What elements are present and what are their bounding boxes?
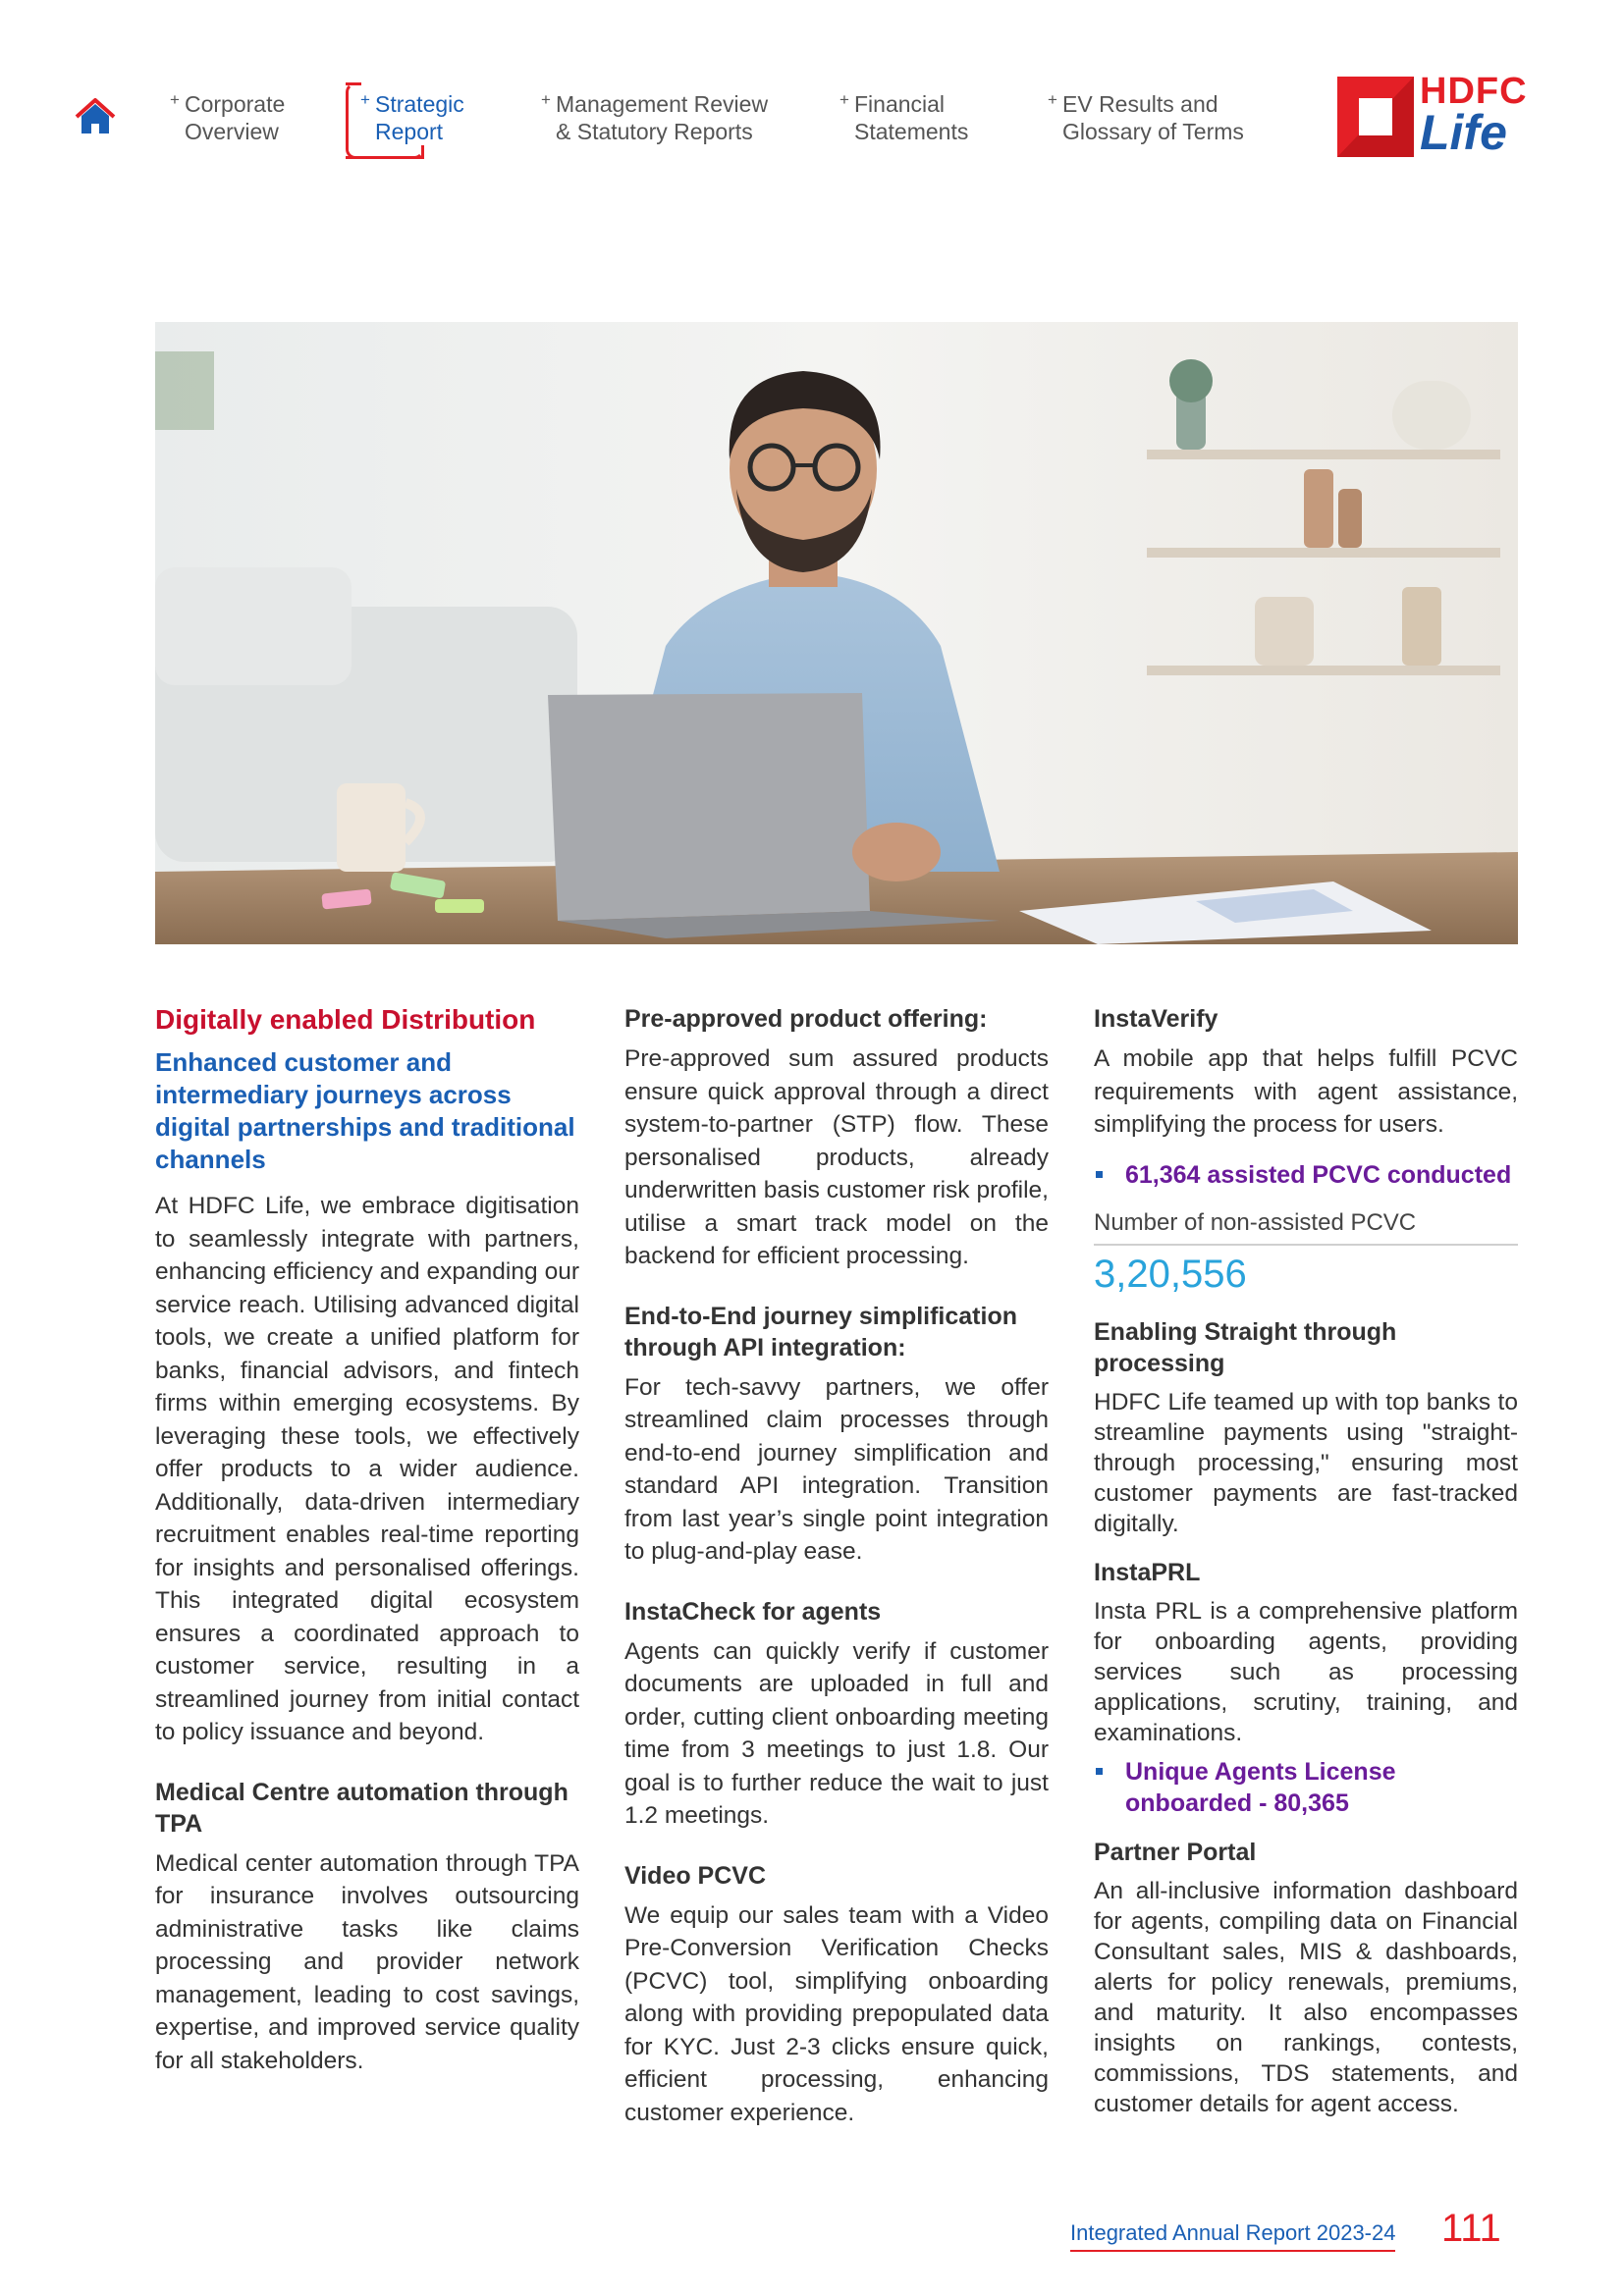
preapproved-text: Pre-approved sum assured products ensure quick approval through a direct system-to-partner (STP) flow. These personalised products, already underwritten basis customer risk profile, utilise a smart track model on the backend for efficient processing. [624,1045,1049,1269]
bullet-square-icon [1096,1171,1103,1178]
nav-label: Statements [854,119,969,144]
instacheck-heading: InstaCheck for agents [624,1597,882,1626]
nav-strategic-report[interactable]: + Strategic Report [360,90,464,144]
nav-label: Financial [854,91,946,117]
instaverify-bullet [1094,1159,1518,1191]
logo-life-text: Life [1420,105,1507,160]
logo-hdfc-text: HDFC [1420,71,1528,112]
instaverify-text: A mobile app that helps fulfill PCVC requirements with agent assistance, simplifying the process for users. [1094,1045,1518,1138]
instaprl-bullet [1094,1756,1518,1819]
medical-centre-heading: Medical Centre automation through TPA [155,1778,568,1838]
instaverify-heading: InstaVerify [1094,1005,1218,1033]
column-right [1094,1003,1518,2119]
bullet-square-icon [1096,1768,1103,1775]
nav-label: EV Results and [1062,91,1218,117]
column-left [155,1003,579,2077]
hdfc-life-logo-mark [1337,77,1414,157]
medical-centre-text: Medical center automation through TPA for insurance involves outsourcing administrative tasks like claims processing and provider network management, leading to cost savings, expertise, and improved service quality for all stakeholders. [155,1849,579,2074]
instacheck-text: Agents can quickly verify if customer documents are uploaded in full and order, cutting client onboarding meeting time from 3 meetings to just 1.8. Our goal is to further reduce the wait to just 1.2 meetings. [624,1637,1049,1829]
nav-label: Strategic [375,91,464,117]
stp-heading: Enabling Straight through processing [1094,1317,1397,1377]
column-middle [624,1003,1049,2129]
nav-label: Glossary of Terms [1062,119,1244,144]
video-pcvc-text: We equip our sales team with a Video Pre-Conversion Verification Checks (PCVC) tool, simplifying onboarding along with providing prepopulated data for KYC. Just 2-3 clicks ensure quick, efficient processing, enhancing customer experience. [624,1901,1049,2126]
nav-label: Management Review [556,91,769,117]
bullet-text: 61,364 assisted PCVC conducted [1125,1160,1512,1189]
nav-label: Overview [185,119,279,144]
video-pcvc-heading: Video PCVC [624,1861,767,1890]
section-subtitle: Enhanced customer and intermediary journeys across digital partnerships and traditional channels [155,1047,575,1174]
instaprl-text: Insta PRL is a comprehensive platform for onboarding agents, providing services such as processing applications, scrutiny, training, and examinations. [1094,1597,1518,1746]
instaprl-heading: InstaPRL [1094,1558,1201,1586]
nav-ev-results[interactable]: + EV Results and Glossary of Terms [1048,90,1244,144]
page-number: 111 [1441,2207,1501,2250]
nav-corporate-overview[interactable]: + Corporate Overview [170,90,286,144]
stat-value: 3,20,556 [1094,1252,1247,1296]
partner-portal-text: An all-inclusive information dashboard for agents, compiling data on Financial Consultant sales, MIS & dashboards, alerts for policy renewals, premiums, and maturity. It also encompasses insights on rankings, contests, commissions, TDS statements, and customer details for agent access. [1094,1877,1518,2117]
e2e-heading: End-to-End journey simplification through API integration: [624,1302,1017,1362]
home-icon[interactable] [73,94,118,139]
report-title-footer: Integrated Annual Report 2023-24 [1070,2220,1395,2252]
intro-paragraph: At HDFC Life, we embrace digitisation to seamlessly integrate with partners, enhancing efficiency and expanding our service reach. Utilising advanced digital tools, we create a unified platform for banks, financial advisors, and fintech firms within emerging ecosystems. By leveraging these tools, we effectively offer products to a wider audience. Additionally, data-driven intermediary recruitment enables real-time reporting for insights and personalised offerings. This integrated digital ecosystem ensures a coordinated approach to customer service, resulting in a streamlined journey from initial contact to policy issuance and beyond. [155,1193,579,1745]
partner-portal-heading: Partner Portal [1094,1838,1257,1866]
preapproved-heading: Pre-approved product offering: [624,1005,988,1033]
nav-financial-statements[interactable]: + Financial Statements [839,90,969,144]
bullet-text: Unique Agents License onboarded - 80,365 [1125,1757,1396,1817]
e2e-text: For tech-savvy partners, we offer streamlined claim processes through end-to-end journey simplification and standard API integration. Transition from last year’s single point integration to plug-and-play ease. [624,1373,1049,1565]
nav-label: Corporate [185,91,286,117]
hero-photo-man-at-laptop [155,322,1518,944]
nav-management-review[interactable]: + Management Review & Statutory Reports [541,90,769,144]
nav-label: Report [375,119,444,144]
stat-label: Number of non-assisted PCVC [1094,1208,1518,1246]
nav-label: & Statutory Reports [556,119,753,144]
stp-text: HDFC Life teamed up with top banks to streamline payments using "straight-through processing," ensuring most customer payments are fast-tracked digitally. [1094,1388,1518,1537]
section-title: Digitally enabled Distribution [155,1004,536,1035]
